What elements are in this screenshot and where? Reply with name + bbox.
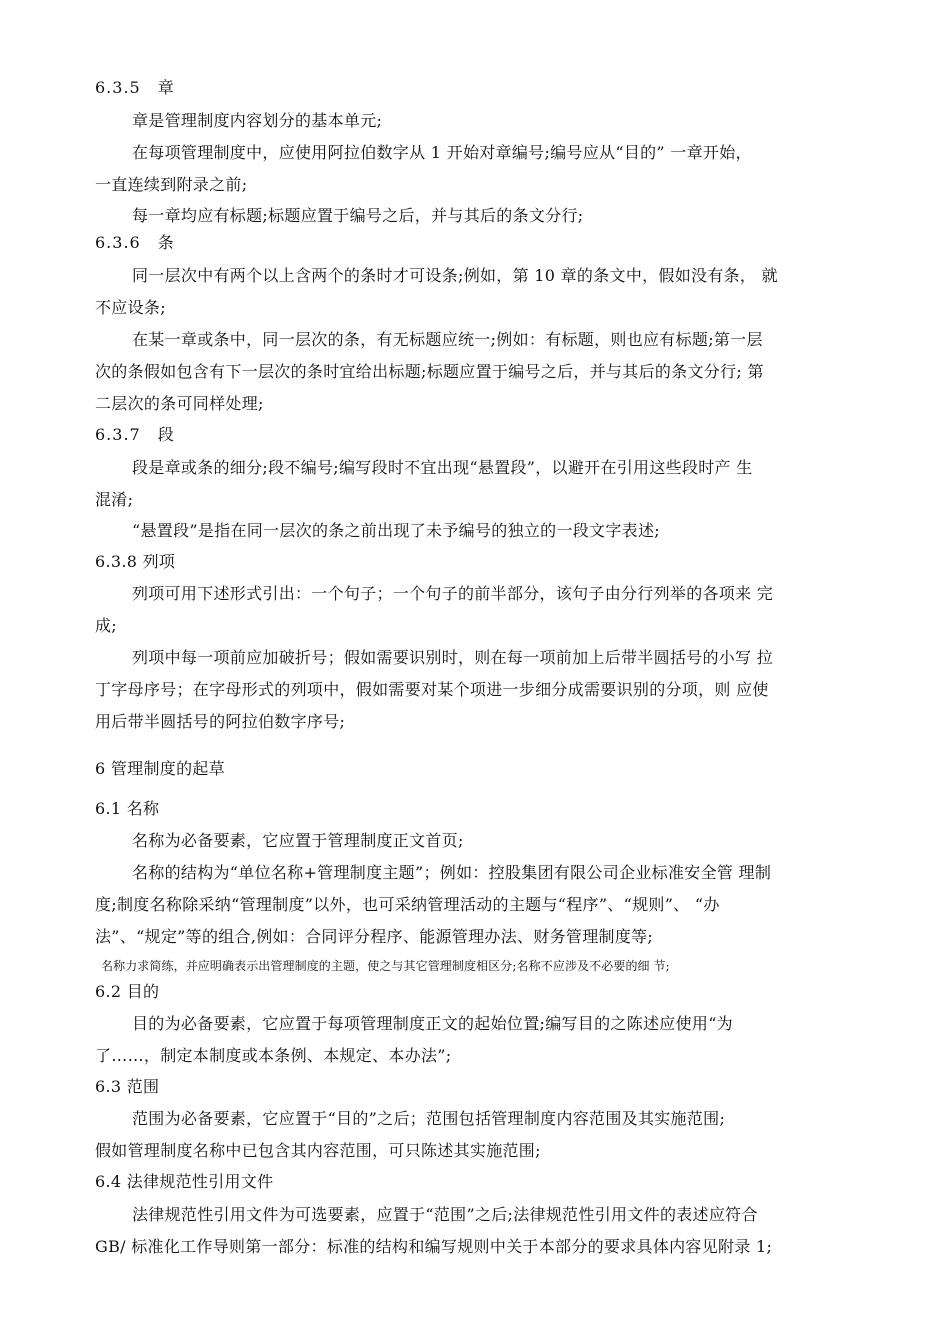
heading-6-4: 6.4 法律规范性引用文件	[95, 1172, 274, 1191]
paragraph-line: 章是管理制度内容划分的基本单元;	[132, 111, 383, 130]
paragraph-line: 假如管理制度名称中已包含其内容范围，可只陈述其实施范围;	[95, 1141, 541, 1160]
paragraph-line: 同一层次中有两个以上含两个的条时才可设条;例如，第 10 章的条文中，假如没有条， 就	[132, 266, 778, 285]
paragraph-line: 了……，制定本制度或本条例、本规定、本办法”;	[95, 1046, 452, 1065]
paragraph-line: 范围为必备要素，它应置于“目的”之后；范围包括管理制度内容范围及其实施范围;	[132, 1109, 726, 1128]
paragraph-line: “悬置段”是指在同一层次的条之前出现了未予编号的独立的一段文字表述;	[132, 521, 660, 540]
paragraph-line: 成;	[95, 616, 117, 635]
paragraph-line: 名称为必备要素，它应置于管理制度正文首页;	[132, 831, 464, 850]
paragraph-line: 混淆;	[95, 490, 134, 509]
paragraph-line: 每一章均应有标题;标题应置于编号之后，并与其后的条文分行;	[132, 206, 584, 225]
heading-6-3-5: 6.3.5 章	[95, 78, 175, 97]
paragraph-line: 一直连续到附录之前;	[95, 175, 248, 194]
section-heading-6: 6 管理制度的起草	[95, 759, 225, 778]
paragraph-line: 法”、“规定”等的组合,例如：合同评分程序、能源管理办法、财务管理制度等;	[95, 927, 654, 946]
heading-6-1: 6.1 名称	[95, 799, 160, 818]
paragraph-line: 列项可用下述形式引出：一个句子；一个句子的前半部分，该句子由分行列举的各项来 完	[132, 584, 774, 603]
paragraph-line: 列项中每一项前应加破折号；假如需要识别时，则在每一项前加上后带半圆括号的小写 拉	[132, 648, 774, 667]
paragraph-line: 在每项管理制度中，应使用阿拉伯数字从 1 开始对章编号;编号应从“目的” 一章开始，	[132, 143, 752, 162]
paragraph-line: 度;制度名称除采纳“管理制度”以外，也可采纳管理活动的主题与“程序”、“规则”、 “办	[95, 895, 720, 914]
paragraph-line: 名称的结构为“单位名称+管理制度主题”；例如：控股集团有限公司企业标准安全管 理制	[132, 863, 772, 882]
paragraph-line: 次的条假如包含有下一层次的条时宜给出标题;标题应置于编号之后，并与其后的条文分行; 第	[95, 362, 764, 381]
paragraph-line: 二层次的条可同样处理;	[95, 394, 264, 413]
heading-6-3: 6.3 范围	[95, 1077, 160, 1096]
paragraph-line: 丁字母序号；在字母形式的列项中，假如需要对某个项进一步细分成需要识别的分项，则 应使	[95, 680, 769, 699]
paragraph-line: 不应设条;	[95, 298, 166, 317]
heading-6-3-7: 6.3.7 段	[95, 425, 175, 444]
heading-6-2: 6.2 目的	[95, 982, 160, 1001]
paragraph-line: GB/ 标准化工作导则第一部分：标准的结构和编写规则中关于本部分的要求具体内容见附录 1;	[95, 1237, 773, 1256]
paragraph-line: 目的为必备要素，它应置于每项管理制度正文的起始位置;编写目的之陈述应使用“为	[132, 1014, 733, 1033]
small-note-line: 名称力求简练，并应明确表示出管理制度的主题，使之与其它管理制度相区分;名称不应涉及不必要的细 节;	[101, 959, 670, 973]
paragraph-line: 在某一章或条中，同一层次的条，有无标题应统一;例如：有标题，则也应有标题;第一层	[132, 330, 763, 349]
paragraph-line: 法律规范性引用文件为可选要素，应置于“范围”之后;法律规范性引用文件的表述应符合	[132, 1205, 758, 1224]
heading-6-3-6: 6.3.6 条	[95, 233, 175, 252]
paragraph-line: 用后带半圆括号的阿拉伯数字序号;	[95, 712, 346, 731]
heading-6-3-8: 6.3.8 列项	[95, 552, 176, 571]
paragraph-line: 段是章或条的细分;段不编号;编写段时不宜出现“悬置段”，以避开在引用这些段时产 生	[132, 458, 753, 477]
